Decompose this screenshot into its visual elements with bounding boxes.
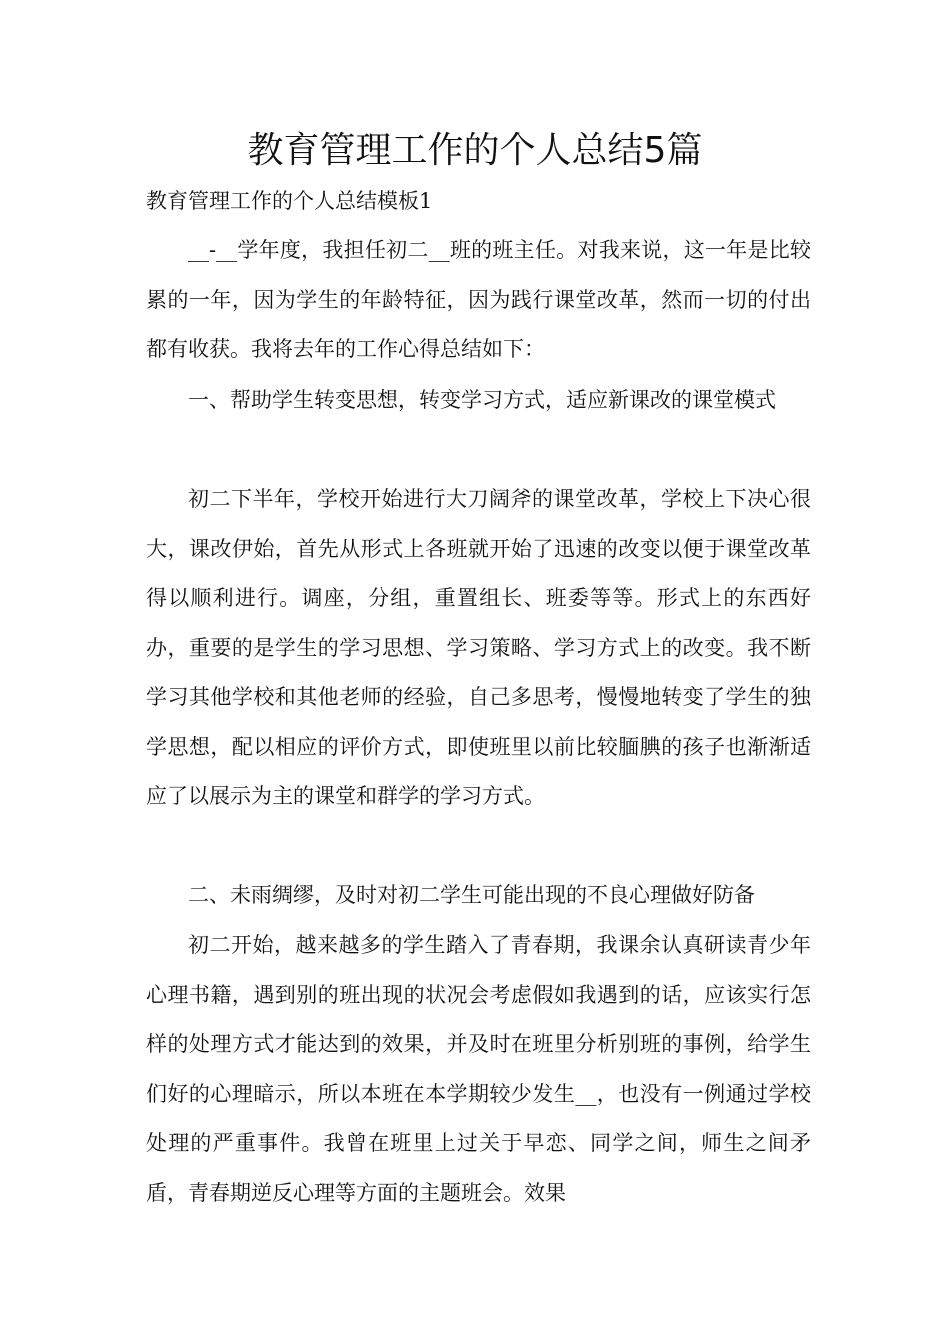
section-heading-2: 二、未雨绸缪，及时对初二学生可能出现的不良心理做好防备 (188, 883, 755, 907)
paragraph-section-1: 初二下半年，学校开始进行大刀阔斧的课堂改革，学校上下决心很大，课改伊始，首先从形式上各班就开始了迅速的改变以便于课堂改革得以顺利进行。调座，分组，重置组长、班委等等。形式上的东西好办，重要的是学生的学习思想、学习策略、学习方式上的改变。我不断学习其他学校和其他老师的经验，自己多思考，慢慢地转变了学生的独学思想，配以相应的评价方式，即使班里以前比较腼腆的孩子也渐渐适应了以展示为主的课堂和群学的学习方式。 (146, 487, 811, 808)
document-title: 教育管理工作的个人总结5篇 (247, 130, 703, 171)
paragraph-intro: __-__学年度，我担任初二__班的班主任。对我来说，这一年是比较累的一年，因为学生的年龄特征，因为践行课堂改革，然而一切的付出都有收获。我将去年的工作心得总结如下： (146, 238, 811, 361)
section-heading-1: 一、帮助学生转变思想，转变学习方式，适应新课改的课堂模式 (188, 388, 776, 412)
paragraph-section-2: 初二开始，越来越多的学生踏入了青春期，我课余认真研读青少年心理书籍，遇到别的班出现的状况会考虑假如我遇到的话，应该实行怎样的处理方式才能达到的效果，并及时在班里分析别班的事例，给学生们好的心理暗示，所以本班在本学期较少发生__，也没有一例通过学校处理的严重事件。我曾在班里上过关于早恋、同学之间，师生之间矛盾，青春期逆反心理等方面的主题班会。效果 (146, 933, 811, 1205)
document-subtitle: 教育管理工作的个人总结模板1 (146, 189, 433, 213)
